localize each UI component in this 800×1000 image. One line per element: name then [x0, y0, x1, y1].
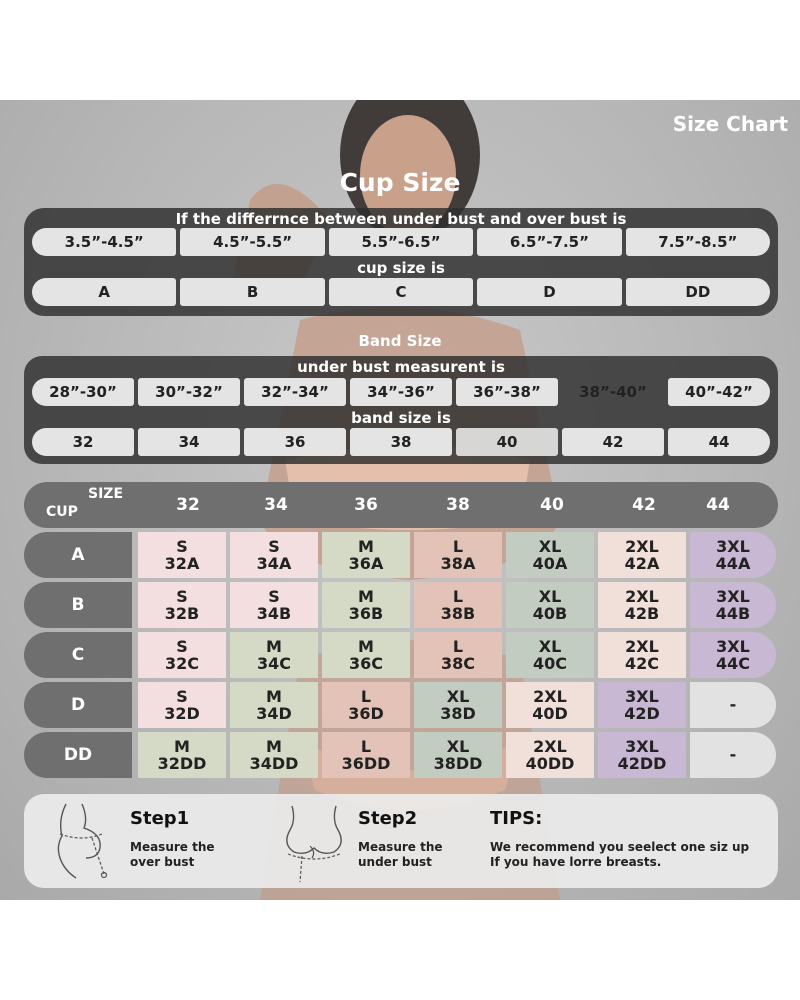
size-cell: [506, 632, 594, 678]
size-letter: 2XL: [625, 636, 659, 656]
bra-size-code: 36DD: [341, 754, 391, 773]
measurement-row: [32, 378, 770, 406]
bra-size-code: 38B: [440, 604, 476, 623]
size-cell: [138, 682, 226, 728]
size-cell: [690, 732, 776, 778]
measurement-cell: 30”-32”: [138, 378, 240, 406]
size-cell: [230, 682, 318, 728]
tips-desc-line2: If you have lorre breasts.: [490, 855, 662, 869]
size-cell: [506, 682, 594, 728]
size-cell: [598, 732, 686, 778]
size-letter: L: [360, 736, 372, 756]
cup-row-label: DD: [24, 732, 132, 778]
size-cell: [230, 632, 318, 678]
band-size-caption: band size is: [351, 409, 451, 427]
bra-size-code: 40DD: [525, 754, 575, 773]
column-header: 40: [540, 495, 564, 515]
size-cell: [598, 682, 686, 728]
bra-size-code: 42D: [624, 704, 660, 723]
bra-size-code: 34D: [256, 704, 292, 723]
size-letter: M: [358, 636, 374, 656]
cup-header-label: CUP: [46, 504, 78, 520]
size-letter: L: [452, 636, 464, 656]
size-letter: M: [266, 686, 282, 706]
size-cell: [506, 582, 594, 628]
column-header: 34: [264, 495, 288, 515]
size-chart-label: Size Chart: [672, 112, 788, 136]
size-cell: [138, 532, 226, 578]
size-cell: [506, 532, 594, 578]
size-letter: M: [266, 736, 282, 756]
size-cell: [690, 532, 776, 578]
bra-size-code: 44B: [715, 604, 751, 623]
column-header: 38: [446, 495, 470, 515]
measurement-cell: 32”-34”: [244, 378, 346, 406]
cup-size-panel: [24, 208, 778, 316]
bra-size-code: 32A: [164, 554, 200, 573]
column-header: 36: [354, 495, 378, 515]
difference-cell: 6.5”-7.5”: [477, 228, 621, 256]
bra-size-code: 40C: [532, 654, 567, 673]
bra-size-code: 38C: [440, 654, 475, 673]
bra-size-code: 34C: [256, 654, 291, 673]
bra-size-code: 32C: [164, 654, 199, 673]
cup-cell: B: [180, 278, 324, 306]
cup-size-caption: cup size is: [357, 259, 445, 277]
size-letter: S: [176, 636, 188, 656]
measuring-steps-panel: [24, 794, 778, 888]
bra-size-code: 36B: [348, 604, 384, 623]
band-size-title: Band Size: [358, 332, 442, 350]
column-header: 44: [706, 495, 730, 515]
step1-title: Step1: [130, 808, 190, 829]
size-cell: [138, 582, 226, 628]
size-letter: 2XL: [533, 736, 567, 756]
cup-cell: D: [477, 278, 621, 306]
bra-size-code: 44C: [715, 654, 750, 673]
cup-cell: DD: [626, 278, 770, 306]
bra-size-code: 42B: [624, 604, 660, 623]
size-cell: [414, 682, 502, 728]
bra-size-code: 34A: [256, 554, 292, 573]
size-letter: M: [358, 586, 374, 606]
bra-size-code: 36D: [348, 704, 384, 723]
size-cell: [414, 582, 502, 628]
size-letter: M: [358, 536, 374, 556]
bra-size-code: 36A: [348, 554, 384, 573]
size-cell: [414, 532, 502, 578]
size-cell: [690, 632, 776, 678]
bra-size-code: 32DD: [157, 754, 207, 773]
step2-desc-line1: Measure the: [358, 840, 443, 854]
cup-row-label: C: [24, 632, 132, 678]
difference-cell: 4.5”-5.5”: [180, 228, 324, 256]
size-letter: XL: [446, 736, 470, 756]
cup-cell: C: [329, 278, 473, 306]
size-table-header: [24, 482, 778, 528]
size-cell: [598, 632, 686, 678]
size-letter: -: [729, 745, 737, 765]
size-cell: [506, 732, 594, 778]
size-header-label: SIZE: [88, 486, 124, 502]
band-cell: 42: [562, 428, 664, 456]
size-cell: [138, 632, 226, 678]
size-cell: [322, 682, 410, 728]
measurement-cell: 36”-38”: [456, 378, 558, 406]
cup-size-title: Cup Size: [339, 168, 461, 197]
bra-size-code: 38DD: [433, 754, 483, 773]
size-letter: 3XL: [716, 536, 750, 556]
step1-desc-line2: over bust: [130, 855, 195, 869]
band-cell: 34: [138, 428, 240, 456]
size-letter: S: [268, 586, 280, 606]
size-cell: [138, 732, 226, 778]
size-letter: XL: [538, 636, 562, 656]
difference-caption: If the differrnce between under bust and over bust is: [175, 210, 627, 228]
size-letter: L: [452, 536, 464, 556]
bra-size-code: 36C: [348, 654, 383, 673]
band-row: [32, 428, 770, 456]
step2-desc-line2: under bust: [358, 855, 432, 869]
bra-size-code: 42A: [624, 554, 660, 573]
cup-row-label: B: [24, 582, 132, 628]
size-letter: L: [452, 586, 464, 606]
column-header: 42: [632, 495, 656, 515]
measurement-caption: under bust measurent is: [297, 358, 505, 376]
bra-size-code: 34B: [256, 604, 292, 623]
bra-size-code: 32D: [164, 704, 200, 723]
size-cell: [322, 632, 410, 678]
size-cell: [598, 532, 686, 578]
bra-size-code: 34DD: [249, 754, 299, 773]
measurement-cell: 34”-36”: [350, 378, 452, 406]
size-letter: 3XL: [625, 686, 659, 706]
size-letter: L: [360, 686, 372, 706]
band-cell: 44: [668, 428, 770, 456]
bra-size-code: 42DD: [617, 754, 667, 773]
bra-size-code: 40B: [532, 604, 568, 623]
band-cell: 38: [350, 428, 452, 456]
band-cell: 40: [456, 428, 558, 456]
size-letter: XL: [446, 686, 470, 706]
cup-row-label: A: [24, 532, 132, 578]
size-cell: [690, 582, 776, 628]
size-letter: S: [176, 536, 188, 556]
size-cell: [230, 582, 318, 628]
size-chart-canvas: [0, 100, 800, 900]
cup-row: [32, 278, 770, 306]
size-cell: [414, 632, 502, 678]
bra-size-code: 42C: [624, 654, 659, 673]
size-cell: [322, 582, 410, 628]
column-header: 32: [176, 495, 200, 515]
difference-row: [32, 228, 770, 256]
size-letter: 3XL: [625, 736, 659, 756]
step1-desc-line1: Measure the: [130, 840, 215, 854]
over-bust-measure-icon: [48, 800, 128, 882]
tips-desc-line1: We recommend you seelect one siz up: [490, 840, 750, 854]
size-letter: XL: [538, 536, 562, 556]
bra-size-code: 38D: [440, 704, 476, 723]
size-letter: 2XL: [625, 536, 659, 556]
tips-title: TIPS:: [490, 808, 543, 829]
size-cell: [230, 532, 318, 578]
bra-size-code: 38A: [440, 554, 476, 573]
size-letter: 3XL: [716, 636, 750, 656]
size-cell: [322, 732, 410, 778]
cup-cell: A: [32, 278, 176, 306]
size-cell: [230, 732, 318, 778]
size-letter: S: [176, 586, 188, 606]
under-bust-measure-icon: [272, 800, 356, 884]
size-letter: 2XL: [625, 586, 659, 606]
measurement-cell: 38”-40”: [579, 383, 647, 401]
measurement-cell: 28”-30”: [32, 378, 134, 406]
size-letter: M: [266, 636, 282, 656]
bra-size-code: 40A: [532, 554, 568, 573]
size-letter: 2XL: [533, 686, 567, 706]
size-letter: M: [174, 736, 190, 756]
size-letter: 3XL: [716, 586, 750, 606]
difference-cell: 5.5”-6.5”: [329, 228, 473, 256]
step2-title: Step2: [358, 808, 418, 829]
band-cell: 32: [32, 428, 134, 456]
difference-cell: 3.5”-4.5”: [32, 228, 176, 256]
size-letter: XL: [538, 586, 562, 606]
band-cell: 36: [244, 428, 346, 456]
cup-row-label: D: [24, 682, 132, 728]
bra-size-code: 32B: [164, 604, 200, 623]
size-letter: S: [268, 536, 280, 556]
bra-size-code: 40D: [532, 704, 568, 723]
size-cell: [690, 682, 776, 728]
difference-cell: 7.5”-8.5”: [626, 228, 770, 256]
size-cell: [414, 732, 502, 778]
measurement-cell: 40”-42”: [668, 378, 770, 406]
bra-size-code: 44A: [715, 554, 751, 573]
size-cell: [322, 532, 410, 578]
size-cell: [598, 582, 686, 628]
band-size-panel: [24, 356, 778, 464]
size-letter: -: [729, 695, 737, 715]
size-letter: S: [176, 686, 188, 706]
